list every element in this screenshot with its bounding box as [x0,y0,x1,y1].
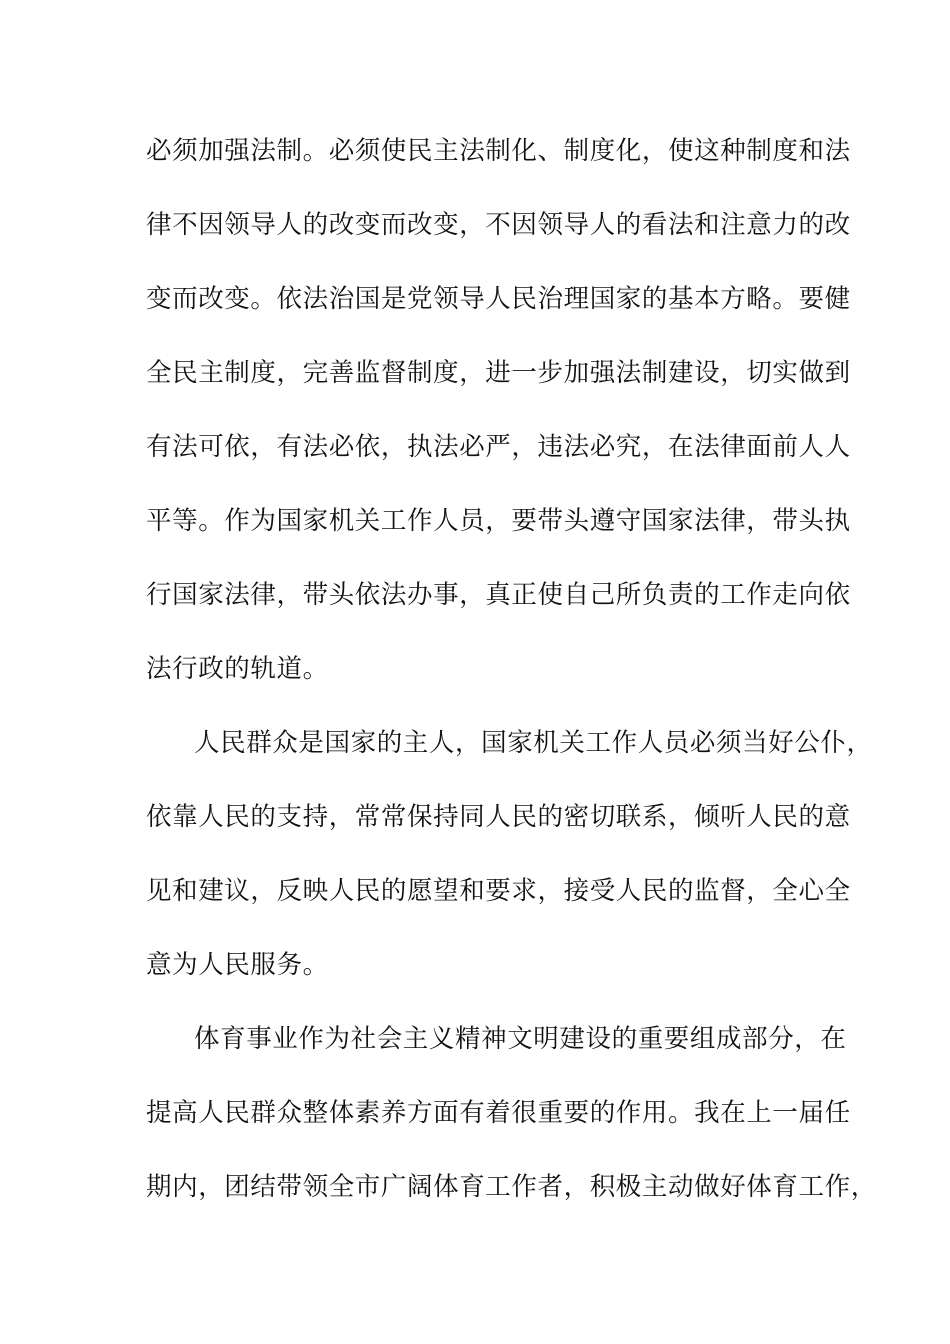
text-line: 平等。作为国家机关工作人员，要带头遵守国家法律，带头执 [146,506,851,536]
text-line: 提高人民群众整体素养方面有着很重要的作用。我在上一届任 [146,1098,851,1128]
paragraph-first-line: 体育事业作为社会主义精神文明建设的重要组成部分，在 [194,1024,847,1054]
text-line: 见和建议，反映人民的愿望和要求，接受人民的监督，全心全 [146,876,851,906]
text-line: 依靠人民的支持，常常保持同人民的密切联系，倾听人民的意 [146,802,851,832]
text-line: 有法可依，有法必依，执法必严，违法必究，在法律面前人人 [146,432,851,462]
text-line: 变而改变。依法治国是党领导人民治理国家的基本方略。要健 [146,284,851,314]
text-line: 律不因领导人的改变而改变，不因领导人的看法和注意力的改 [146,210,851,240]
text-line: 法行政的轨道。 [146,654,329,684]
document-body [146,131,877,1241]
text-line: 全民主制度，完善监督制度，进一步加强法制建设，切实做到 [146,358,851,388]
text-line: 期内，团结带领全市广阔体育工作者，积极主动做好体育工作， [146,1172,877,1202]
text-line: 意为人民服务。 [146,950,329,980]
text-line: 必须加强法制。必须使民主法制化、制度化，使这种制度和法 [146,136,851,166]
paragraph-first-line: 人民群众是国家的主人，国家机关工作人员必须当好公仆， [194,728,873,758]
text-line: 行国家法律，带头依法办事，真正使自己所负责的工作走向依 [146,580,851,610]
